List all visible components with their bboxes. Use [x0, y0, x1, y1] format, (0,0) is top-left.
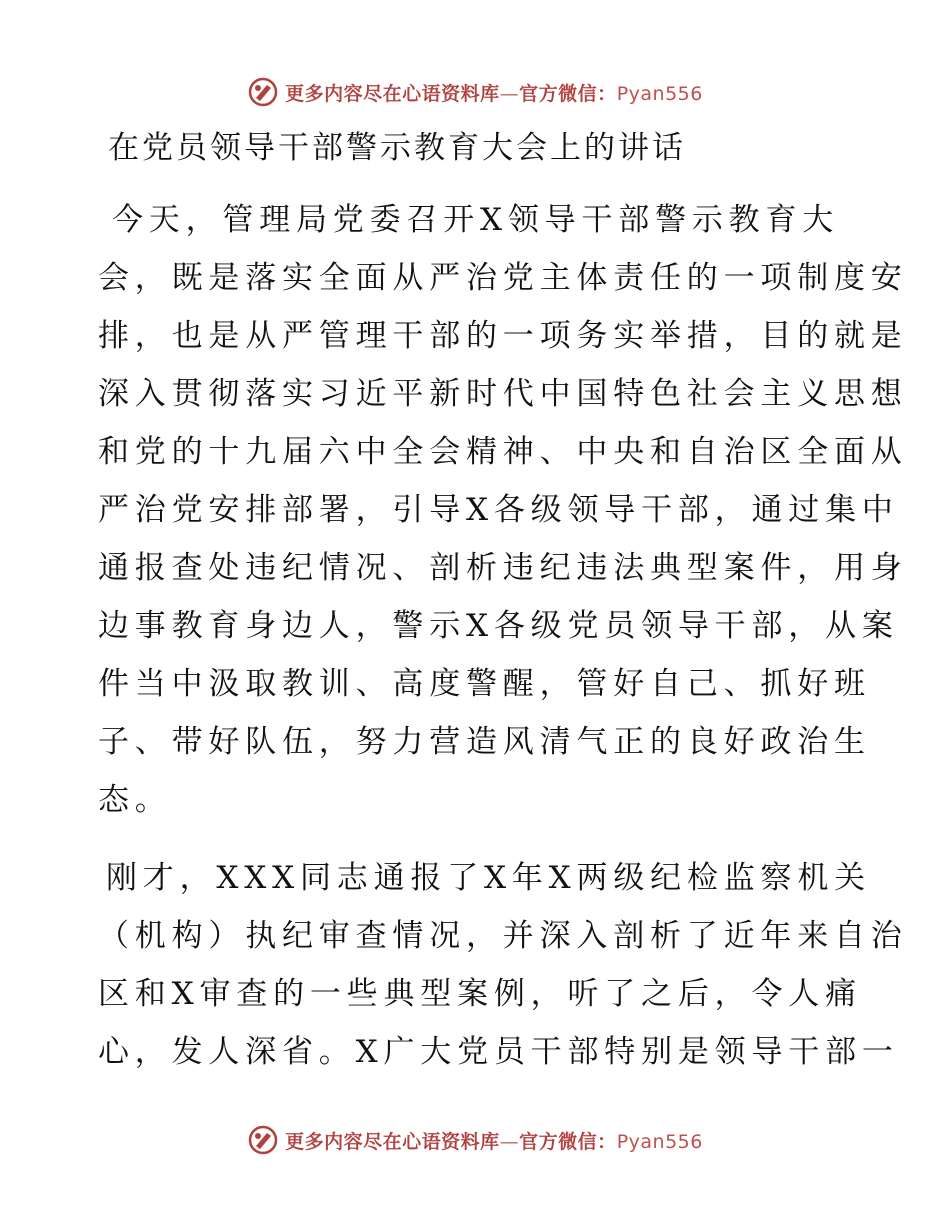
document-title: 在党员领导干部警示教育大会上的讲话: [108, 130, 686, 166]
body-line: 排，也是从严管理干部的一项务实举措，目的就是: [98, 318, 908, 354]
body-line: 件当中汲取教训、高度警醒，管好自己、抓好班: [98, 666, 871, 702]
footer-banner: [0, 1120, 950, 1160]
header-banner-dash: —: [499, 82, 520, 105]
body-line: 深入贯彻落实习近平新时代中国特色社会主义思想: [98, 376, 908, 412]
header-banner-id: Pyan556: [616, 82, 703, 105]
body-line: 子、带好队伍，努力营造风清气正的良好政治生: [98, 724, 871, 760]
body-line: 今天，管理局党委召开X领导干部警示教育大: [112, 202, 840, 238]
brand-logo-icon: [247, 1124, 279, 1156]
body-line: 心，发人深省。X广大党员干部特别是领导干部一: [98, 1034, 899, 1070]
footer-banner-label: 官方微信：: [519, 1130, 617, 1153]
body-line: 区和X审查的一些典型案例，听了之后，令人痛: [98, 976, 862, 1012]
footer-banner-main: 更多内容尽在心语资料库: [285, 1130, 500, 1153]
body-line: 和党的十九届六中全会精神、中央和自治区全面从: [98, 434, 908, 470]
body-line: （机构）执纪审查情况，并深入剖析了近年来自治: [98, 918, 908, 954]
body-line: 刚才，XXX同志通报了X年X两级纪检监察机关: [106, 860, 871, 896]
body-line: 边事教育身边人，警示X各级党员领导干部，从案: [98, 608, 899, 644]
footer-banner-id: Pyan556: [616, 1130, 703, 1153]
header-banner-label: 官方微信：: [519, 82, 617, 105]
footer-banner-dash: —: [499, 1130, 520, 1153]
body-line: 通报查处违纪情况、剖析违纪违法典型案件，用身: [98, 550, 908, 586]
header-banner-main: 更多内容尽在心语资料库: [285, 82, 500, 105]
body-line: 严治党安排部署，引导X各级领导干部，通过集中: [98, 492, 899, 528]
body-line: 会，既是落实全面从严治党主体责任的一项制度安: [98, 260, 908, 296]
body-line: 态。: [98, 782, 172, 818]
footer-banner-text: [285, 1127, 703, 1154]
